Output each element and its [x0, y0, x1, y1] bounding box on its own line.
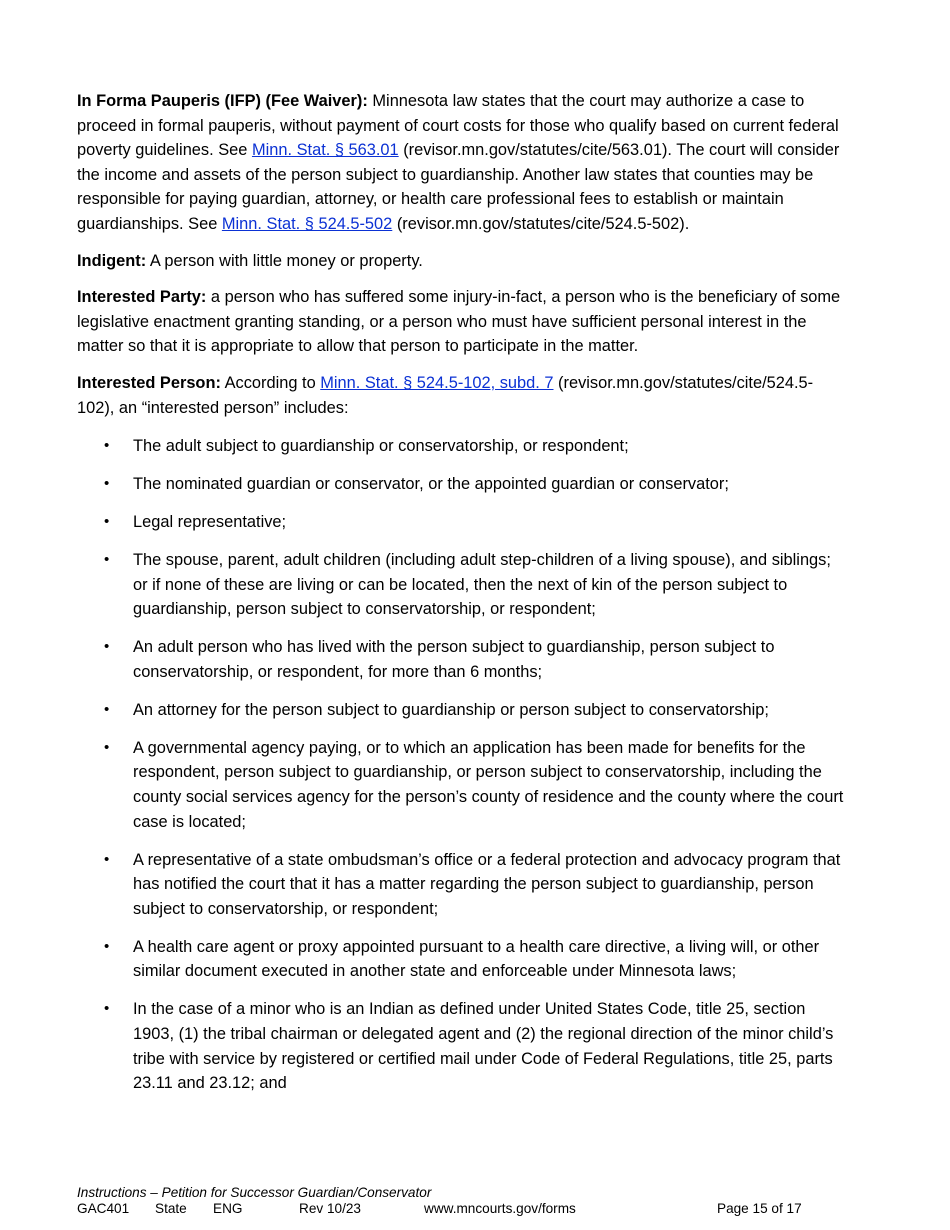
bullet-icon: •: [104, 475, 110, 493]
footer-revision: Rev 10/23: [299, 1201, 361, 1216]
list-item: [77, 548, 847, 622]
term-indigent: Indigent:: [77, 251, 147, 270]
list-item-text: A governmental agency paying, or to which an application has been made for benefits for the respondent, person subject to guardianship, or person subject to conservatorship, including the county social services agency for the person’s county of residence and the county where the court case is located;: [133, 738, 844, 831]
footer-form-id: GAC401: [77, 1201, 130, 1216]
link-minn-stat-563-01[interactable]: Minn. Stat. § 563.01: [251, 141, 399, 160]
list-item: [77, 698, 847, 723]
term-ifp: In Forma Pauperis (IFP) (Fee Waiver):: [77, 92, 368, 110]
footer-form-title: Instructions – Petition for Successor Guardian/Conservator: [77, 1185, 432, 1200]
bullet-icon: •: [104, 551, 110, 569]
link-minn-stat-524-5-102[interactable]: Minn. Stat. § 524.5-102, subd. 7: [320, 373, 554, 392]
list-item-text: A health care agent or proxy appointed pursuant to a health care directive, a living will, or other similar document executed in another state and enforceable under Minnesota laws;: [133, 937, 820, 981]
bullet-icon: •: [104, 850, 110, 868]
definition-interested-person: [77, 371, 847, 420]
footer-website: www.mncourts.gov/forms: [424, 1201, 576, 1216]
bullet-icon: •: [104, 638, 110, 656]
list-item-text: A representative of a state ombudsman’s office or a federal protection and advocacy program that has notified the court that it has a matter regarding the person subject to guardianship, person subject to conservatorship, or respondent;: [133, 850, 841, 918]
interested-person-text-1: According to: [220, 373, 321, 392]
interested-person-list: [77, 434, 847, 1096]
list-item-text: The nominated guardian or conservator, or the appointed guardian or conservator;: [133, 475, 729, 494]
definition-ifp: [77, 89, 847, 237]
list-item: [77, 997, 847, 1095]
ifp-text-2: (revisor.mn.gov/statutes/cite/563.01). The court will consider the income and assets of the person subject to guardianship. Another law states that counties may be responsible for paying guardian, attorney, or health care professional fees to establish or maintain guardianships. See: [77, 141, 840, 233]
document-body: [77, 89, 847, 1109]
bullet-icon: •: [104, 738, 110, 756]
term-interested-party: Interested Party:: [77, 288, 207, 307]
footer-meta-row: [77, 1201, 857, 1217]
list-item-text: An adult person who has lived with the person subject to guardianship, person subject to conservatorship, or respondent, for more than 6 months;: [133, 638, 775, 681]
list-item: [77, 635, 847, 684]
footer-page-number: Page 15 of 17: [717, 1201, 802, 1216]
bullet-icon: •: [104, 700, 110, 718]
bullet-icon: •: [104, 937, 110, 955]
term-interested-person: Interested Person:: [77, 373, 221, 392]
interested-party-text: a person who has suffered some injury-in-fact, a person who is the beneficiary of some legislative enactment granting standing, or a person who must have sufficient personal interest in the matter so that it is appropriate to allow that person to participate in the matter.: [77, 288, 841, 356]
ifp-text-1: Minnesota law states that the court may authorize a case to proceed in formal pauperis, without payment of court costs for those who qualify based on current federal poverty guidelines. See: [77, 92, 839, 160]
list-item: [77, 434, 847, 459]
bullet-icon: •: [104, 1000, 110, 1018]
list-item-text: The adult subject to guardianship or conservatorship, or respondent;: [133, 437, 629, 456]
footer-language: ENG: [213, 1201, 243, 1216]
ifp-text-3: (revisor.mn.gov/statutes/cite/524.5-502).: [392, 214, 690, 233]
list-item-text: The spouse, parent, adult children (including adult step-children of a living spouse), and siblings; or if none of these are living or can be located, then the next of kin of the person subject to guardianship, person subject to conservatorship, or respondent;: [133, 551, 831, 619]
interested-person-text-2: (revisor.mn.gov/statutes/cite/524.5-102), an “interested person” includes:: [77, 373, 814, 417]
bullet-icon: •: [104, 437, 110, 455]
list-item: [77, 510, 847, 535]
bullet-icon: •: [104, 513, 110, 531]
list-item-text: Legal representative;: [133, 513, 287, 532]
list-item: [77, 736, 847, 834]
definition-interested-party: [77, 285, 847, 359]
list-item-text: In the case of a minor who is an Indian as defined under United States Code, title 25, section 1903, (1) the tribal chairman or delegated agent and (2) the regional direction of the minor child’s tribe with service by registered or certified mail under Code of Federal Regulations, title 25, parts 23.11 and 23.12; and: [133, 1000, 834, 1093]
list-item: [77, 935, 847, 984]
definition-indigent: [77, 249, 847, 274]
list-item: [77, 472, 847, 497]
indigent-text: A person with little money or property.: [146, 251, 423, 270]
link-minn-stat-524-5-502[interactable]: Minn. Stat. § 524.5-502: [221, 214, 393, 233]
page-footer: [77, 1185, 857, 1217]
list-item-text: An attorney for the person subject to guardianship or person subject to conservatorship;: [133, 700, 769, 719]
footer-jurisdiction: State: [155, 1201, 187, 1216]
list-item: [77, 848, 847, 922]
